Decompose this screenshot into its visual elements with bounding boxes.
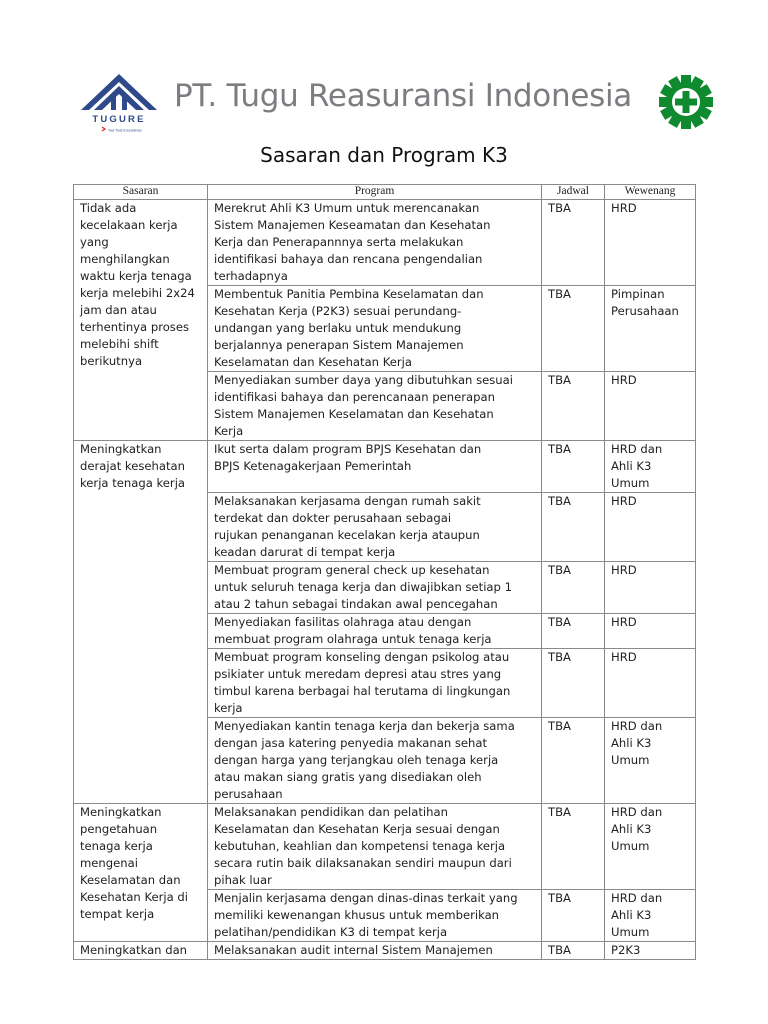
program-cell: Merekrut Ahli K3 Umum untuk merencanakan Sistem Manajemen Keseamatan dan Kesehatan Kerja dan Penerapannnya serta melakukan identifikasi bahaya dan rencana pengendalian terhadapnya [208,200,542,286]
wewenang-cell: HRD dan Ahli K3 Umum [605,890,696,942]
table-header-row [74,185,696,200]
program-cell: Melaksanakan kerjasama dengan rumah sakit terdekat dan dokter perusahaan sebagai rujukan penanganan kecelakan kerja ataupun keadan darurat di tempat kerja [208,493,542,562]
program-cell: Menyediakan kantin tenaga kerja dan bekerja sama dengan jasa katering penyedia makanan sehat dengan harga yang terjangkau oleh tenaga kerja atau makan siang gratis yang disediakan oleh perusahaan [208,718,542,804]
wewenang-cell: HRD dan Ahli K3 Umum [605,804,696,890]
jadwal-cell: TBA [542,890,605,942]
jadwal-cell: TBA [542,718,605,804]
wewenang-cell: HRD [605,372,696,441]
sasaran-cell: Tidak ada kecelakaan kerja yang menghilangkan waktu kerja tenaga kerja melebihi 2x24 jam dan atau terhentinya proses melebihi shift berikutnya [74,200,208,441]
wewenang-cell: HRD [605,493,696,562]
wewenang-cell: Pimpinan Perusahaan [605,286,696,372]
jadwal-cell: TBA [542,562,605,614]
jadwal-cell: TBA [542,286,605,372]
wewenang-cell: HRD dan Ahli K3 Umum [605,441,696,493]
program-cell: Membentuk Panitia Pembina Keselamatan dan Kesehatan Kerja (P2K3) sesuai perundang- undangan yang berlaku untuk mendukung berjalannya penerapan Sistem Manajemen Keselamatan dan Kesehatan Kerja [208,286,542,372]
tugure-logo [78,72,160,134]
document-title: Sasaran dan Program K3 [260,143,508,167]
sasaran-cell: Meningkatkan derajat kesehatan kerja tenaga kerja [74,441,208,804]
header-wewenang: Wewenang [605,185,696,200]
table-row [74,942,696,960]
jadwal-cell: TBA [542,942,605,960]
program-cell: Ikut serta dalam program BPJS Kesehatan dan BPJS Ketenagakerjaan Pemerintah [208,441,542,493]
sasaran-cell: Meningkatkan dan [74,942,208,960]
program-cell: Membuat program konseling dengan psikolog atau psikiater untuk meredam depresi atau stres yang timbul karena berbagai hal terutama di lingkungan kerja [208,649,542,718]
program-cell: Melaksanakan audit internal Sistem Manajemen [208,942,542,960]
program-cell: Menyediakan sumber daya yang dibutuhkan sesuai identifikasi bahaya dan perencanaan penerapan Sistem Manajemen Keselamatan dan Kesehatan Kerja [208,372,542,441]
jadwal-cell: TBA [542,493,605,562]
logo-wordmark: TUGURE [92,114,146,125]
jadwal-cell: TBA [542,200,605,286]
wewenang-cell: HRD [605,614,696,649]
wewenang-cell: HRD [605,562,696,614]
program-cell: Membuat program general check up kesehatan untuk seluruh tenaga kerja dan diwajibkan setiap 1 atau 2 tahun sebagai tindakan awal pencegahan [208,562,542,614]
wewenang-cell: HRD [605,649,696,718]
table-row [74,200,696,286]
sasaran-program-table [73,184,696,960]
jadwal-cell: TBA [542,441,605,493]
logo-tagline: Your Trust is Excellence [108,128,142,133]
header-jadwal: Jadwal [542,185,605,200]
sasaran-cell: Meningkatkan pengetahuan tenaga kerja mengenai Keselamatan dan Kesehatan Kerja di tempat kerja [74,804,208,942]
jadwal-cell: TBA [542,614,605,649]
company-name: PT. Tugu Reasuransi Indonesia [174,78,632,114]
table-row [74,441,696,493]
wewenang-cell: P2K3 [605,942,696,960]
program-cell: Menyediakan fasilitas olahraga atau dengan membuat program olahraga untuk tenaga kerja [208,614,542,649]
wewenang-cell: HRD dan Ahli K3 Umum [605,718,696,804]
wewenang-cell: HRD [605,200,696,286]
table-row [74,804,696,890]
header-sasaran: Sasaran [74,185,208,200]
program-cell: Melaksanakan pendidikan dan pelatihan Keselamatan dan Kesehatan Kerja sesuai dengan kebutuhan, keahlian dan kompetensi tenaga kerja secara rutin baik dilaksanakan sendiri maupun dari pihak luar [208,804,542,890]
k3-gear-icon [658,74,714,130]
jadwal-cell: TBA [542,372,605,441]
jadwal-cell: TBA [542,804,605,890]
header-program: Program [208,185,542,200]
jadwal-cell: TBA [542,649,605,718]
program-cell: Menjalin kerjasama dengan dinas-dinas terkait yang memiliki kewenangan khusus untuk memberikan pelatihan/pendidikan K3 di tempat kerja [208,890,542,942]
